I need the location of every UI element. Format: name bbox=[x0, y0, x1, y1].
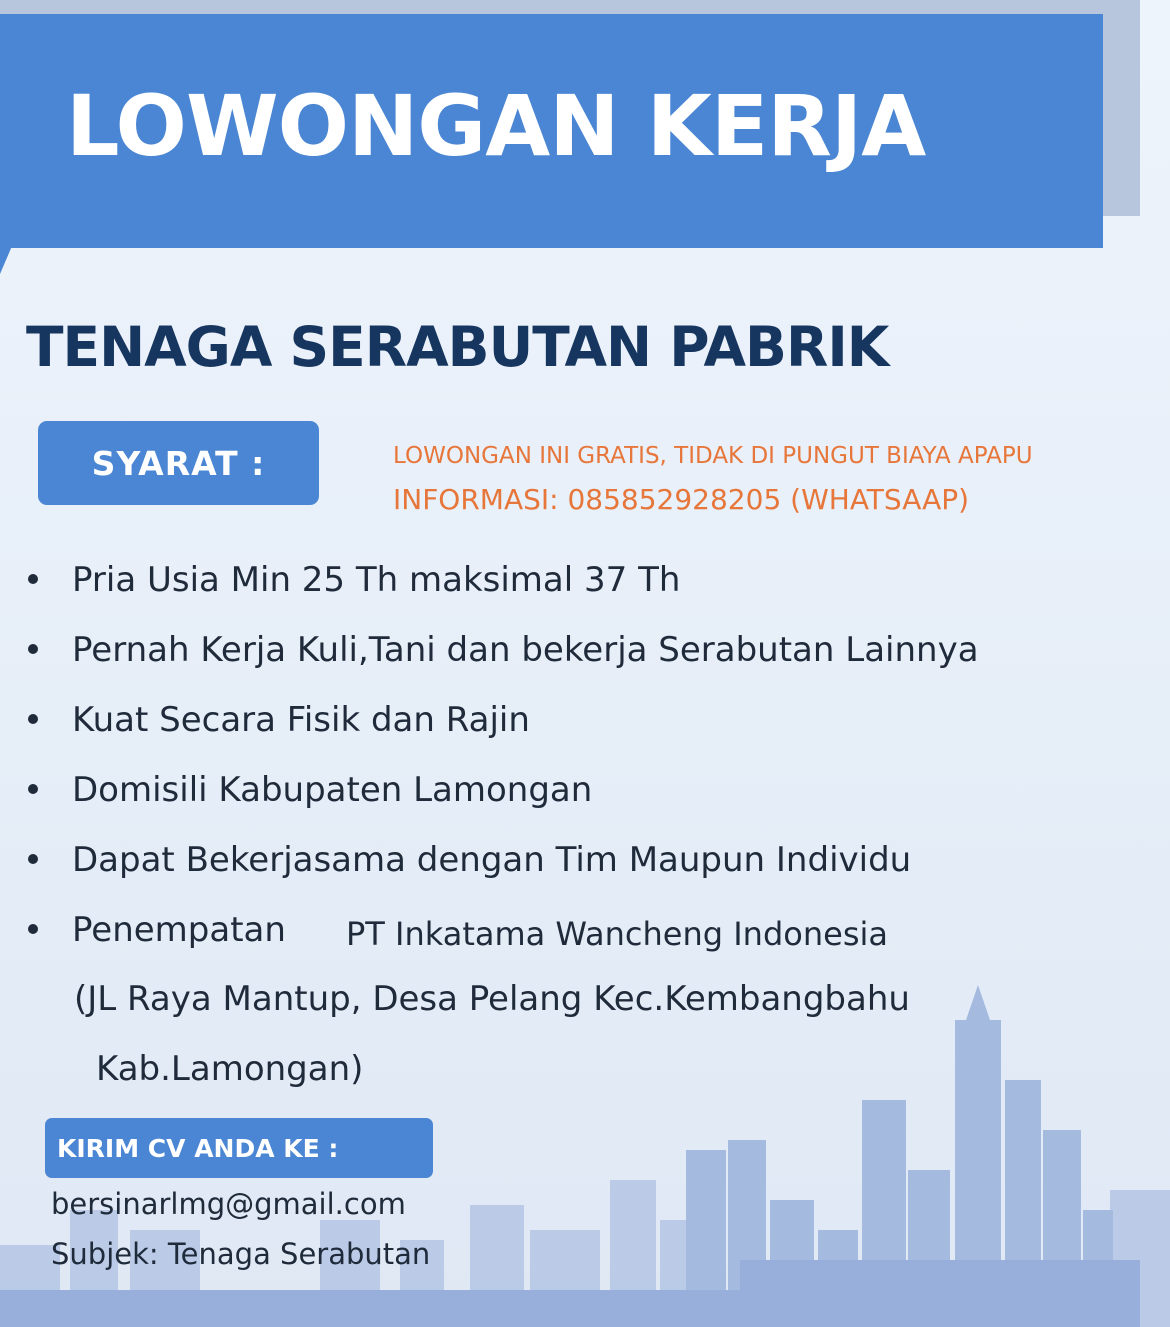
job-position-title: TENAGA SERABUTAN PABRIK bbox=[26, 315, 889, 379]
send-cv-label: KIRIM CV ANDA KE : bbox=[57, 1133, 339, 1163]
requirement-text: Dapat Bekerjasama dengan Tim Maupun Individu bbox=[72, 840, 912, 880]
requirements-badge bbox=[38, 421, 319, 505]
placement-address-line-2: Kab.Lamongan) bbox=[96, 1049, 364, 1089]
bullet-icon bbox=[28, 924, 38, 934]
contact-email[interactable]: bersinarlmg@gmail.com bbox=[51, 1187, 406, 1221]
requirements-badge-label: SYARAT : bbox=[91, 443, 266, 483]
send-cv-badge bbox=[45, 1118, 433, 1178]
bullet-icon bbox=[28, 574, 38, 584]
bullet-icon bbox=[28, 784, 38, 794]
placement-company: PT Inkatama Wancheng Indonesia bbox=[346, 915, 888, 953]
poster-title: LOWONGAN KERJA bbox=[66, 77, 926, 175]
requirement-text: Kuat Secara Fisik dan Rajin bbox=[72, 700, 530, 740]
bullet-icon bbox=[28, 644, 38, 654]
requirement-text: Penempatan bbox=[72, 910, 286, 950]
bullet-icon bbox=[28, 854, 38, 864]
header-banner-tail bbox=[0, 246, 12, 274]
placement-address-line-1: (JL Raya Mantup, Desa Pelang Kec.Kembangbahu bbox=[74, 979, 910, 1019]
requirement-text: Domisili Kabupaten Lamongan bbox=[72, 770, 593, 810]
free-notice: LOWONGAN INI GRATIS, TIDAK DI PUNGUT BIAYA APAPU bbox=[393, 443, 1033, 469]
requirement-text: Pernah Kerja Kuli,Tani dan bekerja Serabutan Lainnya bbox=[72, 630, 979, 670]
requirement-text: Pria Usia Min 25 Th maksimal 37 Th bbox=[72, 560, 681, 600]
email-subject: Subjek: Tenaga Serabutan bbox=[51, 1237, 431, 1271]
whatsapp-info: INFORMASI: 085852928205 (WHATSAAP) bbox=[393, 483, 970, 516]
bullet-icon bbox=[28, 714, 38, 724]
